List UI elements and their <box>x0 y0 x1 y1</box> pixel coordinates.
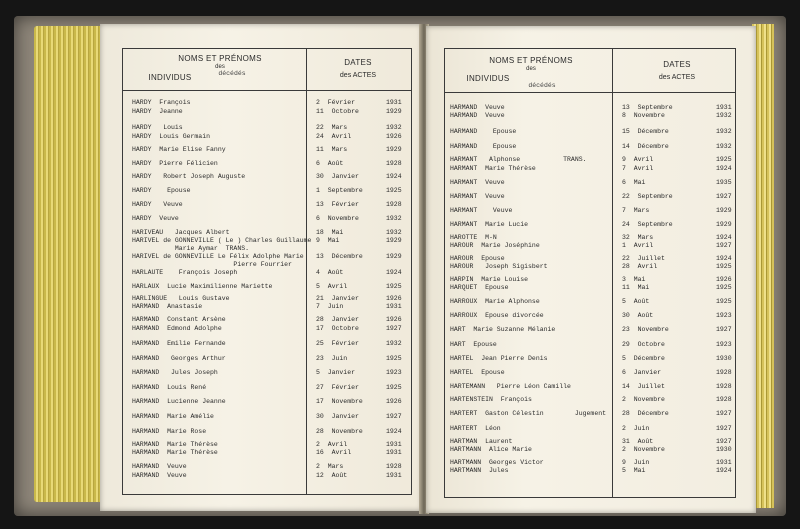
entry-year: 1924 <box>386 428 402 435</box>
entry-name: HARMAND Epouse <box>450 143 517 150</box>
right-header-individus: INDIVIDUS <box>466 74 510 83</box>
entry-year: 1923 <box>716 312 732 319</box>
entry-year: 1928 <box>386 201 402 208</box>
entry-year: 1929 <box>716 207 732 214</box>
entry-year: 1923 <box>386 369 402 376</box>
entry-day-month: 11 Octobre <box>316 108 359 115</box>
entry-day-month: 1 Septembre <box>316 187 363 194</box>
entry-year: 1932 <box>386 229 402 236</box>
entry-day-month: 9 Juin <box>622 459 650 466</box>
entry-day-month: 16 Avril <box>316 449 352 456</box>
entry-name: HARTEL Epouse <box>450 369 505 376</box>
entry-day-month: 27 Février <box>316 384 359 391</box>
entry-name: HARTENSTEIN François <box>450 396 532 403</box>
entry-name: HARTEMANN Pierre Léon Camille <box>450 383 571 390</box>
entry-day-month: 2 Avril <box>316 441 348 448</box>
entry-day-month: 6 Août <box>316 160 344 167</box>
entry-year: 1931 <box>386 303 402 310</box>
entry-day-month: 29 Octobre <box>622 341 665 348</box>
entry-day-month: 5 Mai <box>622 467 646 474</box>
entry-name: HARMAND Veuve <box>450 112 505 119</box>
entry-name: HAROTTE M-N <box>450 234 497 241</box>
left-page <box>100 24 422 511</box>
entry-name: HARDY Robert Joseph Auguste <box>132 173 246 180</box>
entry-year: 1925 <box>716 156 732 163</box>
entry-name: HARDY Pierre Félicien <box>132 160 218 167</box>
entry-name: HARMAND Louis René <box>132 384 207 391</box>
entry-day-month: 22 Septembre <box>622 193 673 200</box>
entry-name: HARMAND Veuve <box>132 463 187 470</box>
entry-day-month: 5 Décembre <box>622 355 665 362</box>
right-header-des-actes: des ACTES <box>658 74 696 81</box>
entry-year: 1925 <box>716 298 732 305</box>
entry-year: 1932 <box>716 143 732 150</box>
entry-year: 1924 <box>716 255 732 262</box>
entry-day-month: 23 Novembre <box>622 326 669 333</box>
entry-year: 1928 <box>386 160 402 167</box>
entry-day-month: 11 Mai <box>622 284 650 291</box>
right-page <box>426 26 756 513</box>
entry-day-month: 22 Juillet <box>622 255 665 262</box>
entry-name: HART Epouse <box>450 341 497 348</box>
entry-name: HARMAND Anastasie <box>132 303 203 310</box>
entry-name: HARMAND Jules Joseph <box>132 369 218 376</box>
entry-name: HARIVEAU Jacques Albert <box>132 229 230 236</box>
entry-year: 1929 <box>386 146 402 153</box>
entry-year: 1931 <box>386 472 402 479</box>
left-header-rule <box>122 90 411 91</box>
entry-day-month: 5 Avril <box>316 283 348 290</box>
entry-day-month: 1 Avril <box>622 242 654 249</box>
entry-name: HARDY Marie Elise Fanny <box>132 146 226 153</box>
entry-name: HARDY Louis <box>132 124 183 131</box>
right-header-des: des <box>526 66 536 72</box>
entry-name: HARTEL Jean Pierre Denis <box>450 355 548 362</box>
entry-name: HARMAND Constant Arsène <box>132 316 226 323</box>
entry-day-month: 31 Août <box>622 438 654 445</box>
entry-day-month: 14 Décembre <box>622 143 669 150</box>
entry-day-month: 28 Novembre <box>316 428 363 435</box>
entry-day-month: 7 Juin <box>316 303 344 310</box>
entry-day-month: 32 Mars <box>622 234 654 241</box>
entry-day-month: 14 Juillet <box>622 383 665 390</box>
entry-year: 1924 <box>386 269 402 276</box>
entry-year: 1931 <box>716 459 732 466</box>
entry-day-month: 28 Janvier <box>316 316 359 323</box>
entry-year: 1927 <box>716 242 732 249</box>
left-header-names: NOMS ET PRÉNOMS <box>178 54 262 63</box>
entry-day-month: 2 Février <box>316 99 356 106</box>
entry-day-month: 2 Novembre <box>622 446 665 453</box>
entry-year: 1927 <box>386 413 402 420</box>
entry-year: 1928 <box>716 383 732 390</box>
entry-name: HARMANT Veuve <box>450 207 513 214</box>
entry-year: 1924 <box>716 165 732 172</box>
entry-day-month: 13 Février <box>316 201 359 208</box>
entry-name: HARMAND Marie Thérèse <box>132 441 218 448</box>
entry-name: HARTMAN Laurent <box>450 438 513 445</box>
entry-name: HARPIN Marie Louise <box>450 276 529 283</box>
entry-year: 1926 <box>386 295 402 302</box>
entry-day-month: 23 Juin <box>316 355 348 362</box>
entry-day-month: 22 Mars <box>316 124 348 131</box>
entry-year: 1926 <box>386 316 402 323</box>
entry-day-month: 9 Mai <box>316 237 340 244</box>
entry-year: 1931 <box>386 441 402 448</box>
entry-day-month: 6 Janvier <box>622 369 662 376</box>
entry-name: HARDY Louis Germain <box>132 133 211 140</box>
entry-year: 1927 <box>716 425 732 432</box>
entry-year: 1931 <box>716 104 732 111</box>
entry-day-month: 6 Novembre <box>316 215 359 222</box>
entry-name: HARLAUTE François Joseph <box>132 269 238 276</box>
entry-year: 1928 <box>716 369 732 376</box>
entry-name: HARTERT Gaston Célestin Jugement <box>450 410 607 417</box>
entry-name: HARROUX Marie Alphonse <box>450 298 540 305</box>
entry-name: HARTMANN Georges Victor <box>450 459 544 466</box>
entry-name: HARROUX Epouse divorcée <box>450 312 544 319</box>
entry-year: 1924 <box>386 173 402 180</box>
left-header-decedes: décédés <box>218 70 246 77</box>
entry-name: HARTMANN Alice Marie <box>450 446 532 453</box>
entry-name: HARMAND Edmond Adolphe <box>132 325 222 332</box>
entry-name: HARMANT Veuve <box>450 179 505 186</box>
right-header-names: NOMS ET PRÉNOMS <box>489 56 573 65</box>
entry-year: 1925 <box>716 284 732 291</box>
entry-day-month: 5 Janvier <box>316 369 356 376</box>
entry-name: HART Marie Suzanne Mélanie <box>450 326 556 333</box>
right-header-decedes: décédés <box>528 82 556 89</box>
entry-day-month: 30 Janvier <box>316 173 359 180</box>
right-header-rule <box>444 92 735 93</box>
entry-name: HARMAND Marie Rose <box>132 428 207 435</box>
entry-year: 1931 <box>386 99 402 106</box>
entry-name: HARMAND Georges Arthur <box>132 355 226 362</box>
entry-name: HARLAUX Lucie Maximilienne Mariette <box>132 283 273 290</box>
entry-name: Marie Aymar TRANS. <box>132 245 250 252</box>
entry-name: HARMANT Marie Lucie <box>450 221 529 228</box>
entry-name: Pierre Fourrier <box>132 261 292 268</box>
entry-day-month: 12 Août <box>316 472 348 479</box>
entry-name: HARLINGUE Louis Gustave <box>132 295 230 302</box>
entry-day-month: 2 Juin <box>622 425 650 432</box>
entry-year: 1930 <box>716 446 732 453</box>
entry-name: HARDY Jeanne <box>132 108 183 115</box>
entry-name: HARMAND Marie Amélie <box>132 413 214 420</box>
entry-day-month: 17 Octobre <box>316 325 359 332</box>
right-header-dates: DATES <box>663 60 691 69</box>
entry-day-month: 11 Mars <box>316 146 348 153</box>
entry-name: HARIVEL de GONNEVILLE Le Félix Adolphe Marie <box>132 253 304 260</box>
entry-day-month: 4 Août <box>316 269 344 276</box>
entry-year: 1929 <box>386 253 402 260</box>
entry-name: HARMAND Veuve <box>132 472 187 479</box>
entry-year: 1932 <box>716 112 732 119</box>
entry-year: 1927 <box>716 438 732 445</box>
entry-day-month: 3 Mai <box>622 276 646 283</box>
entry-day-month: 5 Août <box>622 298 650 305</box>
entry-name: HARTERT Léon <box>450 425 501 432</box>
page-edges-left <box>34 26 104 502</box>
entry-name: HARQUET Epouse <box>450 284 509 291</box>
entry-year: 1924 <box>716 234 732 241</box>
entry-year: 1925 <box>716 263 732 270</box>
left-column-divider <box>306 48 307 494</box>
entry-name: HARMAND Veuve <box>450 104 505 111</box>
entry-year: 1929 <box>386 108 402 115</box>
entry-name: HARMAND Marie Thérèse <box>132 449 218 456</box>
entry-year: 1925 <box>386 187 402 194</box>
left-header-des-actes: des ACTES <box>339 72 377 79</box>
entry-name: HAROUR Marie Joséphine <box>450 242 540 249</box>
entry-name: HARMANT Veuve <box>450 193 505 200</box>
entry-day-month: 30 Août <box>622 312 654 319</box>
entry-day-month: 2 Mars <box>316 463 344 470</box>
entry-day-month: 13 Septembre <box>622 104 673 111</box>
entry-day-month: 24 Avril <box>316 133 352 140</box>
entry-year: 1926 <box>716 276 732 283</box>
entry-day-month: 7 Avril <box>622 165 654 172</box>
entry-year: 1925 <box>386 384 402 391</box>
entry-year: 1929 <box>386 237 402 244</box>
entry-year: 1923 <box>716 341 732 348</box>
entry-name: HARDY François <box>132 99 191 106</box>
left-header-dates: DATES <box>344 58 372 67</box>
entry-name: HAROUR Joseph Sigisbert <box>450 263 548 270</box>
entry-year: 1928 <box>386 463 402 470</box>
entry-day-month: 18 Mai <box>316 229 344 236</box>
entry-year: 1924 <box>716 467 732 474</box>
entry-name: HARIVEL de GONNEVILLE ( Le ) Charles Guillaume <box>132 237 312 244</box>
entry-day-month: 28 Décembre <box>622 410 669 417</box>
entry-year: 1926 <box>386 133 402 140</box>
left-header-individus: INDIVIDUS <box>148 73 192 82</box>
entry-day-month: 8 Novembre <box>622 112 665 119</box>
entry-year: 1925 <box>386 355 402 362</box>
entry-name: HARDY Veuve <box>132 201 183 208</box>
entry-day-month: 15 Décembre <box>622 128 669 135</box>
entry-name: HARMANT Alphonse TRANS. <box>450 156 587 163</box>
entry-day-month: 7 Mars <box>622 207 650 214</box>
entry-day-month: 30 Janvier <box>316 413 359 420</box>
entry-year: 1932 <box>386 124 402 131</box>
entry-year: 1925 <box>386 283 402 290</box>
right-column-divider <box>612 48 613 497</box>
entry-year: 1926 <box>386 398 402 405</box>
entry-year: 1927 <box>716 193 732 200</box>
entry-name: HARDY Veuve <box>132 215 179 222</box>
entry-day-month: 24 Septembre <box>622 221 673 228</box>
entry-day-month: 2 Novembre <box>622 396 665 403</box>
entry-day-month: 17 Novembre <box>316 398 363 405</box>
entry-name: HAROUR Epouse <box>450 255 505 262</box>
entry-year: 1935 <box>716 179 732 186</box>
entry-day-month: 9 Avril <box>622 156 654 163</box>
entry-year: 1928 <box>716 396 732 403</box>
left-header-des: des <box>215 64 225 70</box>
entry-year: 1927 <box>386 325 402 332</box>
entry-year: 1931 <box>386 449 402 456</box>
entry-name: HARDY Epouse <box>132 187 191 194</box>
entry-name: HARMANT Marie Thérèse <box>450 165 536 172</box>
entry-year: 1927 <box>716 410 732 417</box>
entry-year: 1932 <box>716 128 732 135</box>
entry-day-month: 25 Février <box>316 340 359 347</box>
entry-day-month: 28 Avril <box>622 263 658 270</box>
entry-name: HARMAND Epouse <box>450 128 517 135</box>
entry-year: 1932 <box>386 340 402 347</box>
entry-year: 1930 <box>716 355 732 362</box>
entry-year: 1927 <box>716 326 732 333</box>
entry-name: HARTMANN Jules <box>450 467 509 474</box>
entry-year: 1929 <box>716 221 732 228</box>
entry-day-month: 13 Décembre <box>316 253 363 260</box>
entry-day-month: 21 Janvier <box>316 295 359 302</box>
entry-name: HARMAND Emilie Fernande <box>132 340 226 347</box>
entry-day-month: 6 Mai <box>622 179 646 186</box>
entry-year: 1932 <box>386 215 402 222</box>
entry-name: HARMAND Lucienne Jeanne <box>132 398 226 405</box>
